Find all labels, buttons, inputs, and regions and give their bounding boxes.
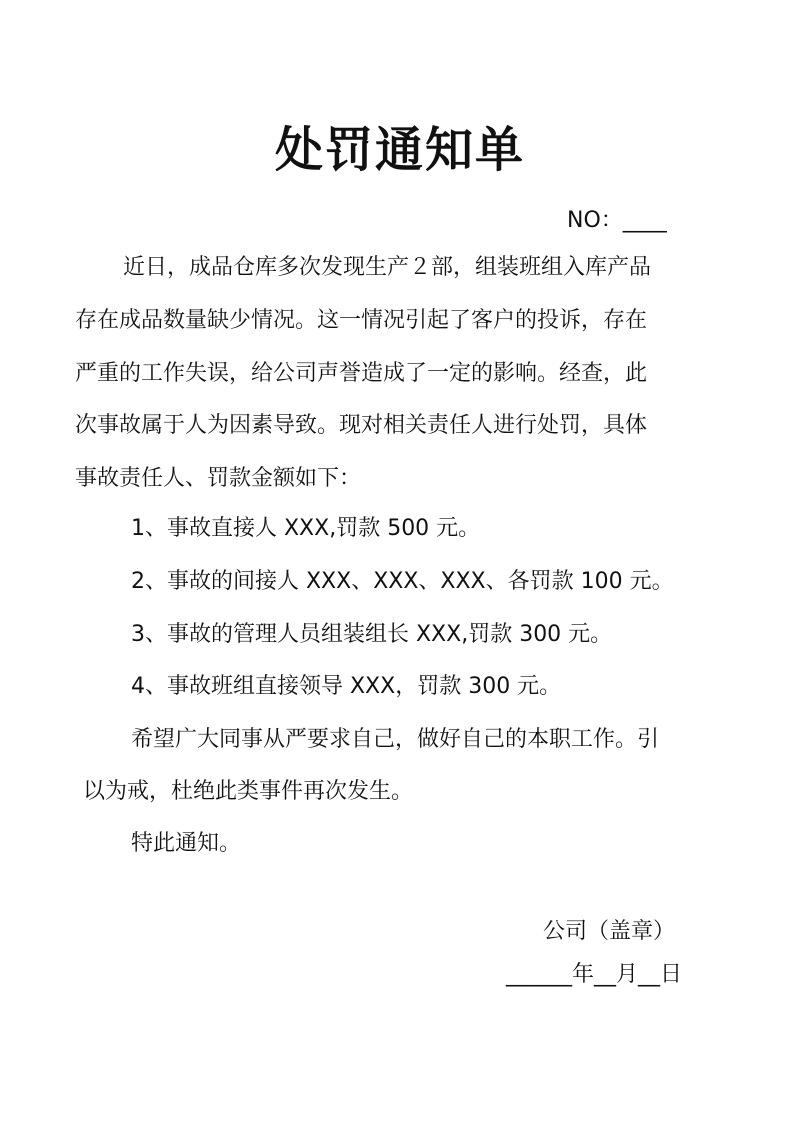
body-line: 事故责任人、罚款金额如下： (75, 466, 362, 491)
body-line: 存在成品数量缺少情况。这一情况引起了客户的投诉，存在 (75, 308, 648, 333)
company-seal-label: 公司（盖章） (543, 919, 676, 944)
penalty-item: 1、事故直接人 XXX,罚款 500 元。 (131, 516, 481, 541)
notice-title: 处罚通知单 (274, 122, 525, 178)
closing-line: 以为戒，杜绝此类事件再次发生。 (83, 779, 414, 804)
body-line: 次事故属于人为因素导致。现对相关责任人进行处罚，具体 (75, 413, 648, 438)
penalty-item: 4、事故班组直接领导 XXX，罚款 300 元。 (131, 674, 562, 699)
notice-number: NO：____ (567, 208, 667, 233)
penalty-item: 3、事故的管理人员组装组长 XXX,罚款 300 元。 (131, 622, 613, 647)
notice-end: 特此通知。 (131, 831, 242, 856)
penalty-item: 2、事故的间接人 XXX、XXX、XXX、各罚款 100 元。 (131, 569, 674, 594)
body-line: 严重的工作失误，给公司声誉造成了一定的影响。经查，此 (75, 361, 648, 386)
signature-date: ______年__月__日 (506, 962, 683, 987)
closing-line: 希望广大同事从严要求自己，做好自己的本职工作。引 (131, 727, 660, 752)
body-line: 近日，成品仓库多次发现生产２部，组装班组入库产品 (123, 255, 652, 280)
